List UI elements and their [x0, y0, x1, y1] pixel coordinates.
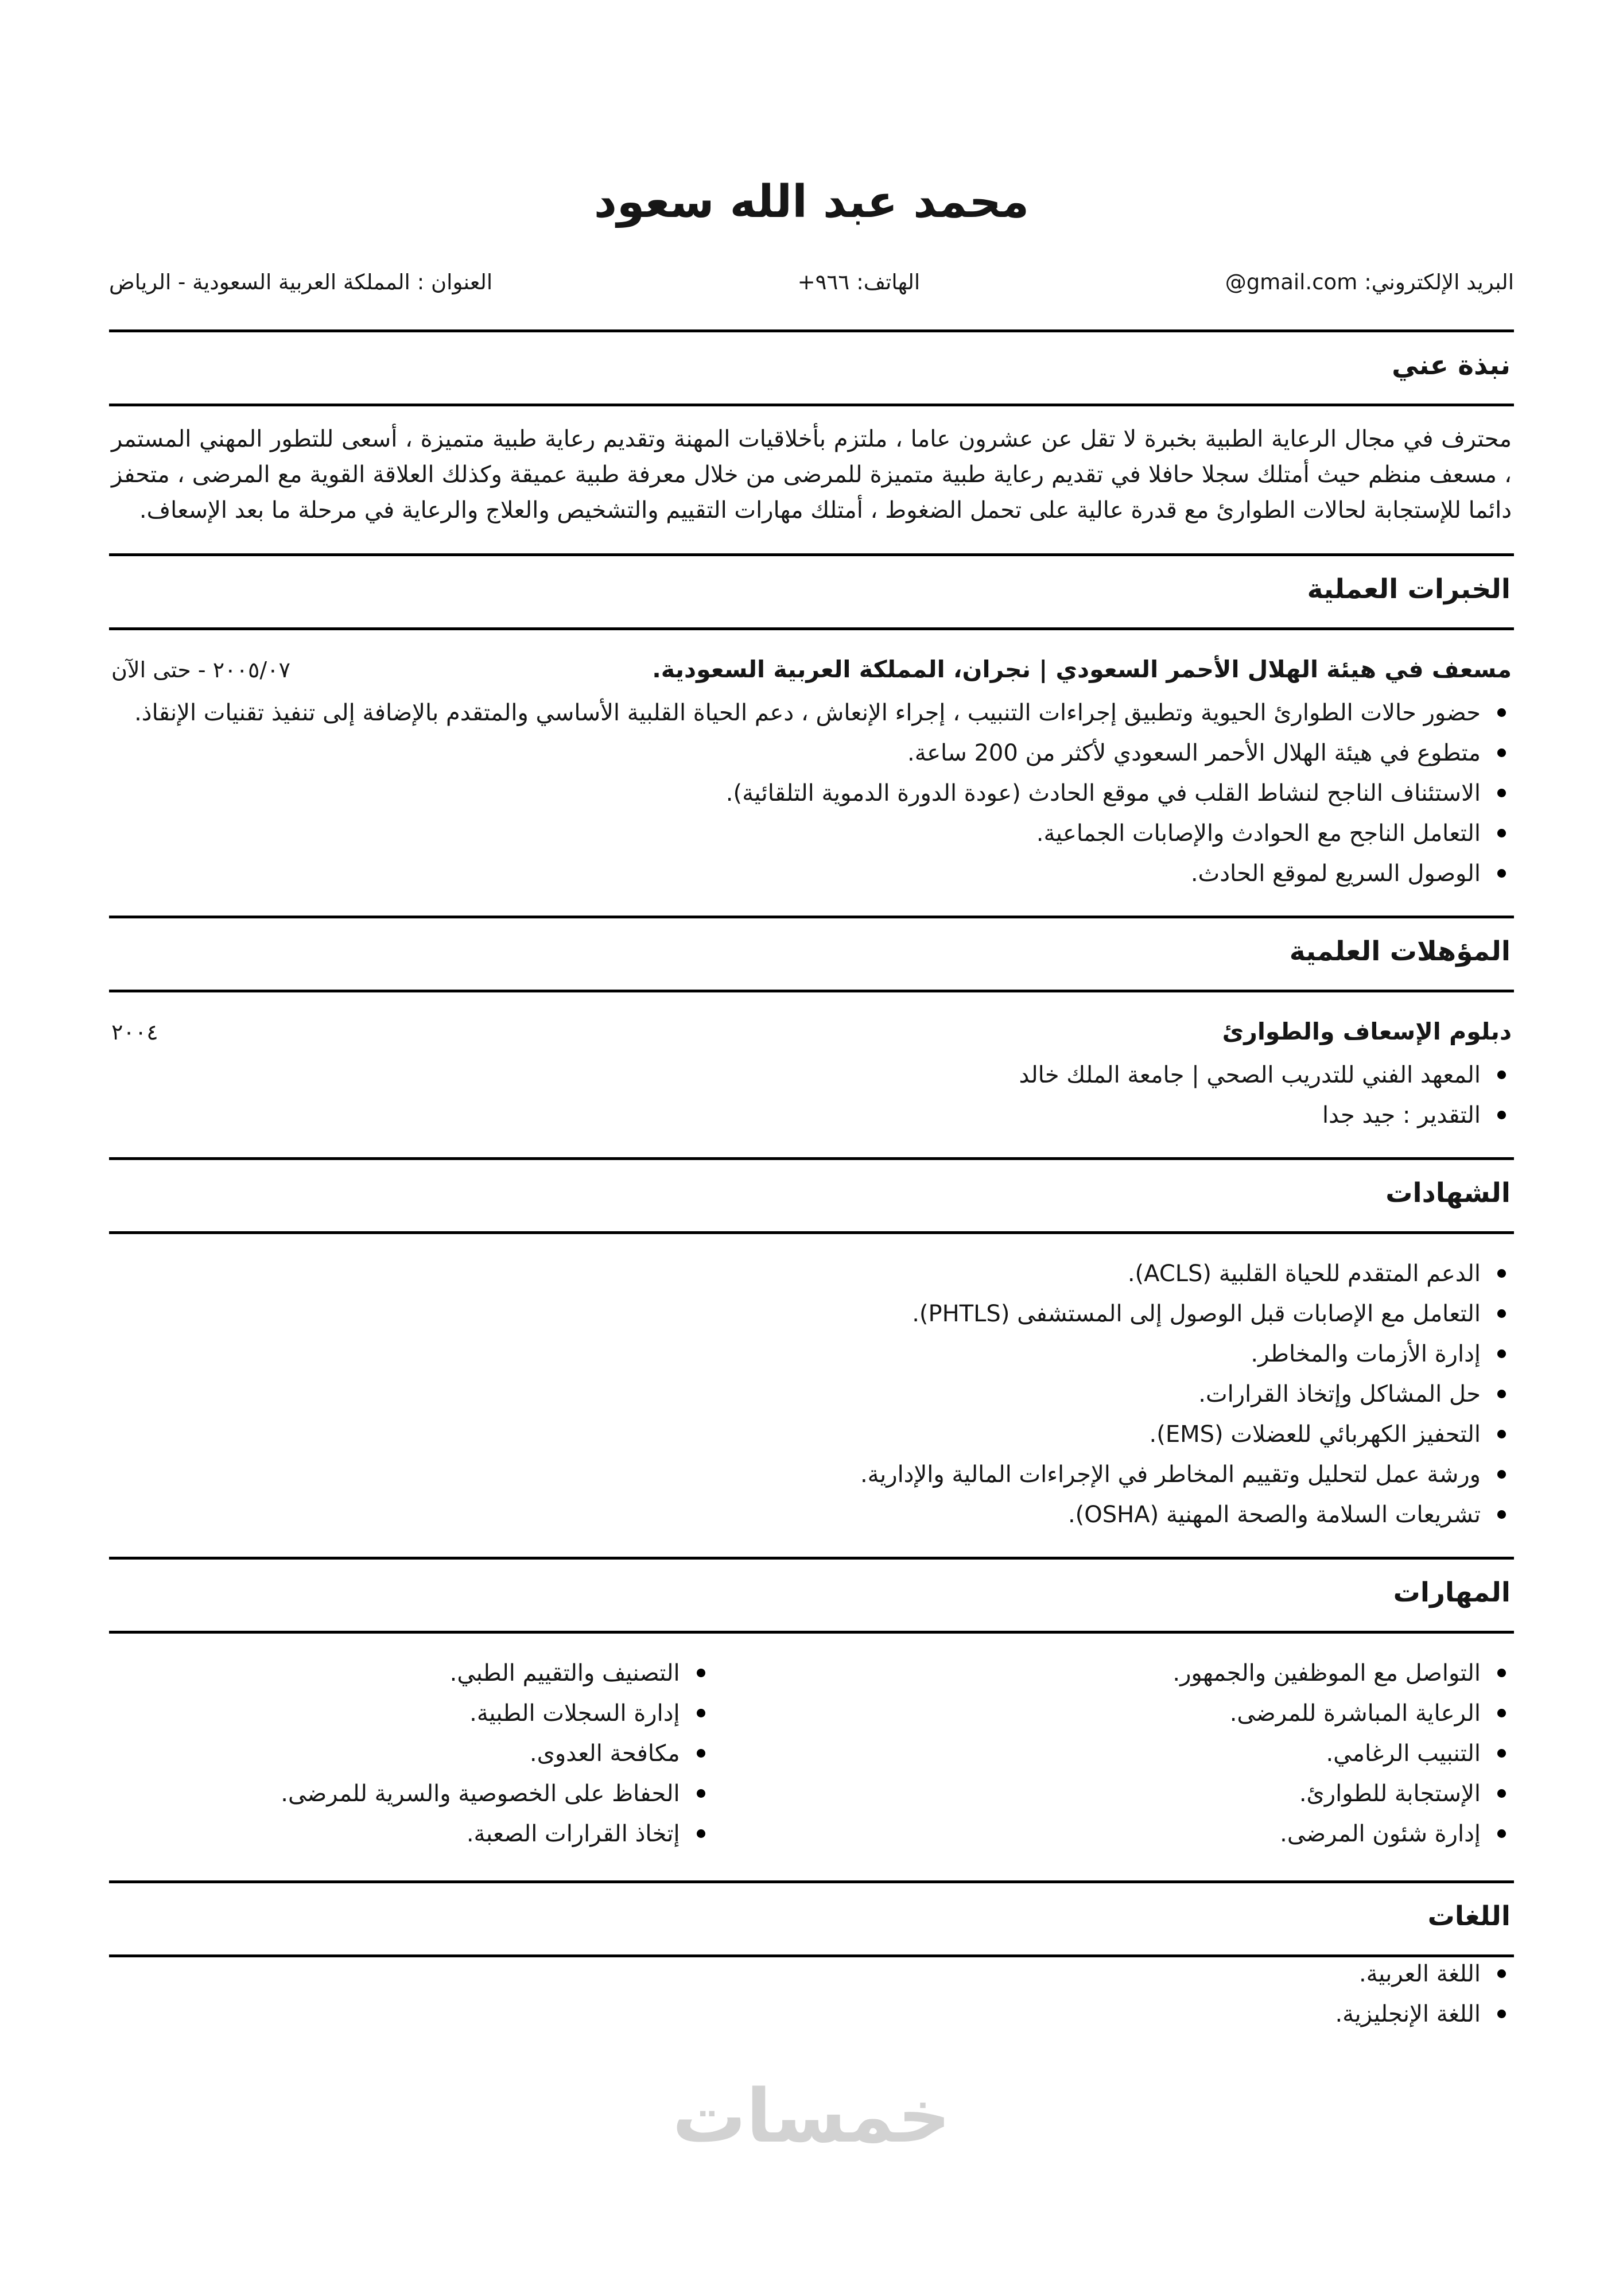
job-title: مسعف في هيئة الهلال الأحمر السعودي | نجران، المملكة العربية السعودية. [652, 656, 1512, 683]
contact-bar [109, 269, 1514, 296]
certificate-bullet: ورشة عمل لتحليل وتقييم المخاطر في الإجراءات المالية والإدارية. [109, 1458, 1514, 1491]
degree-date: ٢٠٠٤ [111, 1019, 158, 1045]
education-entry-header [111, 1015, 1512, 1048]
experience-entry-header [111, 653, 1512, 686]
about-paragraph: محترف في مجال الرعاية الطبية بخبرة لا تقل عن عشرون عاما ، ملتزم بأخلاقيات المهنة وتقديم رعاية طبية متميزة ، أسعى للتطور المهني المستمر ، مسعف منظم حيث أمتلك سجلا حافلا في تقديم رعاية طبية متميزة للمرضى من خلال معرفة طبية عميقة وكذلك العلاقة القوية مع المرضى ، متحفز دائما للإستجابة لحالات الطوارئ مع قدرة عالية على تحمل الضغوط ، أمتلك مهارات التقييم والتشخيص والعلاج والرعاية في مرحلة ما بعد الإسعاف. [111, 426, 1512, 523]
certificate-bullet: تشريعات السلامة والصحة المهنية (OSHA). [109, 1498, 1514, 1531]
certificate-bullet: حل المشاكل وإتخاذ القرارات. [109, 1378, 1514, 1411]
skills-left-column [109, 1657, 713, 1857]
languages-bullet-list [109, 1957, 1514, 2031]
contact-email [1225, 269, 1514, 296]
skill-bullet: التنبيب الرغامي. [713, 1737, 1514, 1770]
address-label: العنوان : [417, 270, 493, 294]
skill-bullet: إدارة شئون المرضى. [713, 1817, 1514, 1851]
skill-bullet: الحفاظ على الخصوصية والسرية للمرضى. [109, 1777, 713, 1810]
skill-bullet: إتخاذ القرارات الصعبة. [109, 1817, 713, 1851]
section-title-experience: الخبرات العملية [1307, 573, 1511, 605]
experience-bullet: متطوع في هيئة الهلال الأحمر السعودي لأكثر من 200 ساعة. [109, 736, 1514, 770]
phone-value: +٩٦٦ [797, 270, 850, 294]
education-bullet: المعهد الفني للتدريب الصحي | جامعة الملك خالد [109, 1058, 1514, 1092]
certificate-bullet: التحفيز الكهربائي للعضلات (EMS). [109, 1418, 1514, 1451]
skill-bullet: الرعاية المباشرة للمرضى. [713, 1697, 1514, 1730]
skill-bullet: مكافحة العدوى. [109, 1737, 713, 1770]
section-title-certificates: الشهادات [1385, 1177, 1511, 1209]
section-divider [109, 627, 1514, 630]
address-value: المملكة العربية السعودية - الرياض [109, 270, 410, 294]
email-label: البريد الإلكتروني: [1364, 270, 1514, 294]
experience-bullet: الاستئناف الناجح لنشاط القلب في موقع الحادث (عودة الدورة الدموية التلقائية). [109, 777, 1514, 810]
education-bullet-list [109, 1058, 1514, 1132]
section-title-education: المؤهلات العلمية [1289, 936, 1511, 967]
contact-phone [798, 269, 921, 296]
phone-label: الهاتف: [856, 270, 921, 294]
certificates-bullet-list [109, 1257, 1514, 1531]
skill-bullet: التواصل مع الموظفين والجمهور. [713, 1657, 1514, 1690]
skill-bullet: الإستجابة للطوارئ. [713, 1777, 1514, 1810]
skills-columns [109, 1657, 1514, 1880]
section-divider [109, 1231, 1514, 1234]
experience-bullet: التعامل الناجح مع الحوادث والإصابات الجماعية. [109, 817, 1514, 850]
section-divider [109, 990, 1514, 992]
contact-address [109, 269, 492, 296]
degree-title: دبلوم الإسعاف والطوارئ [1222, 1018, 1512, 1045]
experience-bullet: حضور حالات الطوارئ الحيوية وتطبيق إجراءات التنبيب ، إجراء الإنعاش ، دعم الحياة القلبية الأساسي والمتقدم بالإضافة إلى تنفيذ تقنيات الإنقاذ. [109, 696, 1514, 730]
experience-bullet: الوصول السريع لموقع الحادث. [109, 857, 1514, 890]
person-name: محمد عبد الله سعود [593, 176, 1030, 228]
section-divider [109, 404, 1514, 406]
skill-bullet: إدارة السجلات الطبية. [109, 1697, 713, 1730]
certificate-bullet: التعامل مع الإصابات قبل الوصول إلى المستشفى (PHTLS). [109, 1297, 1514, 1331]
certificate-bullet: الدعم المتقدم للحياة القلبية (ACLS). [109, 1257, 1514, 1290]
experience-bullet-list [109, 696, 1514, 890]
email-value: @gmail.com [1225, 270, 1358, 294]
khamsat-watermark: خمسات [672, 2074, 951, 2159]
language-bullet: اللغة الإنجليزية. [109, 1998, 1514, 2031]
section-title-languages: اللغات [1427, 1901, 1511, 1932]
section-title-about: نبذة عني [1392, 350, 1511, 381]
education-bullet: التقدير : جيد جدا [109, 1099, 1514, 1132]
language-bullet: اللغة العربية. [109, 1957, 1514, 1991]
certificate-bullet: إدارة الأزمات والمخاطر. [109, 1337, 1514, 1371]
skill-bullet: التصنيف والتقييم الطبي. [109, 1657, 713, 1690]
skills-right-column [713, 1657, 1514, 1857]
section-divider [109, 1631, 1514, 1634]
section-title-skills: المهارات [1393, 1577, 1511, 1608]
job-date: ٢٠٠٥/٠٧ - حتى الآن [111, 657, 290, 682]
